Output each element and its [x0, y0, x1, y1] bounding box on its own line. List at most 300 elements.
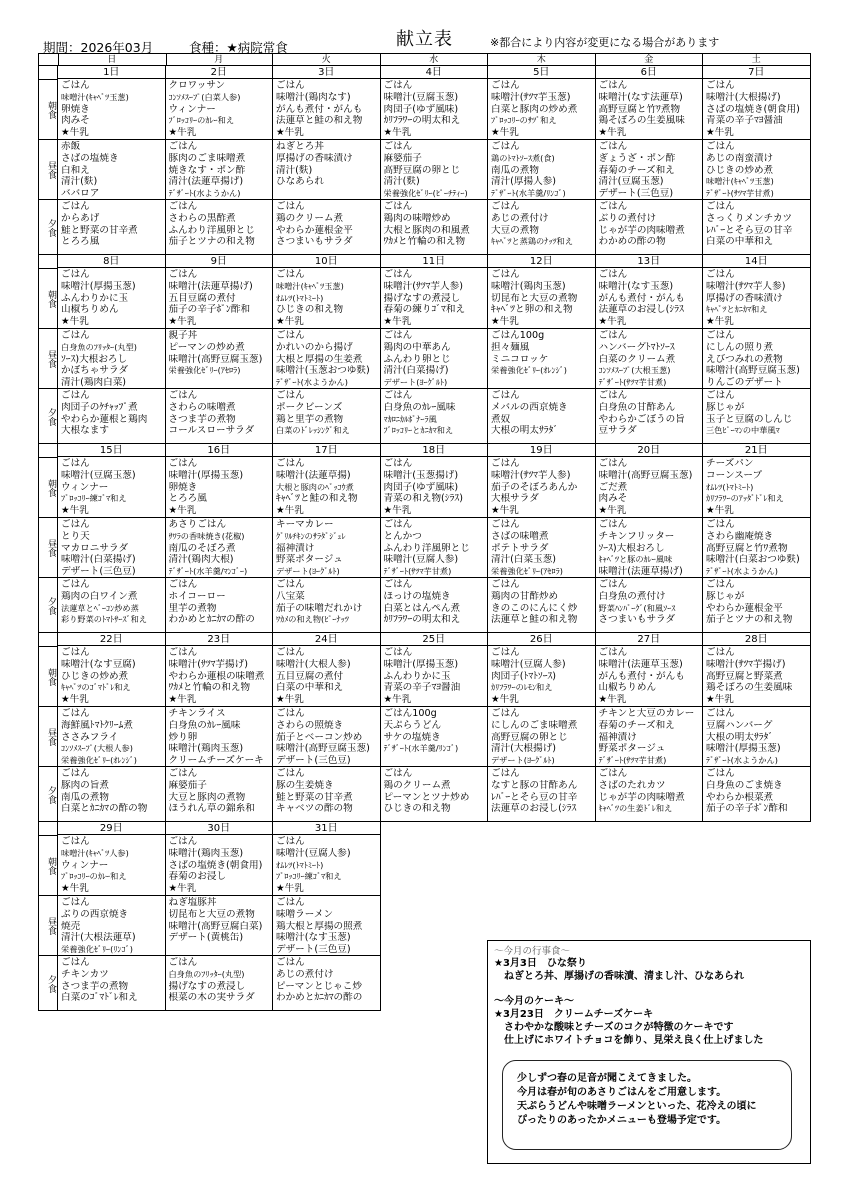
dinner-menu — [273, 766, 380, 822]
breakfast-menu — [488, 268, 595, 328]
dinner-menu — [166, 577, 273, 633]
menu-item: 味噌汁(法蓮草玉葱) — [598, 658, 683, 670]
menu-item: マカロニサラダ — [61, 542, 129, 554]
menu-item: ごはん — [598, 579, 628, 590]
breakfast-menu — [166, 646, 273, 706]
menu-item: ごはん — [383, 768, 413, 779]
menu-item: やわらか蓮根金平 — [276, 224, 353, 236]
menu-item: ﾃﾞｻﾞｰﾄ(ｻﾂﾏ芋甘煮) — [706, 188, 774, 199]
day-date: 21日 — [703, 444, 810, 457]
menu-item: ｿｰｽ)大根おろし — [598, 542, 665, 554]
menu-item: 揚げなすの煮浸し — [383, 292, 461, 304]
menu-item: さわらの照焼き — [276, 719, 344, 731]
menu-item: ﾚﾊﾞｰとそら豆の甘辛 — [491, 791, 578, 803]
menu-item: 茄子の辛子ﾎﾟﾝ酢和 — [168, 304, 251, 316]
event-line: ねぎとろ丼、厚揚げの香味漬、清まし汁、ひなあられ — [494, 971, 744, 982]
menu-item: 鮭と野菜の甘辛煮 — [276, 791, 353, 803]
menu-item: ★牛乳 — [383, 505, 412, 517]
menu-item: 白和え — [61, 164, 90, 176]
day-cell — [488, 66, 596, 254]
breakfast-menu — [488, 646, 595, 706]
menu-item: ★牛乳 — [706, 316, 734, 328]
menu-item: ★牛乳 — [168, 316, 197, 328]
menu-item: ﾃﾞｻﾞｰﾄ(ｻﾂﾏ芋甘煮) — [598, 755, 667, 766]
menu-item: とり天 — [61, 530, 90, 542]
day-cell — [58, 633, 166, 821]
menu-item: ごはん — [168, 647, 198, 658]
week-row — [38, 65, 811, 254]
day-cell — [703, 444, 811, 632]
menu-item: 南瓜の煮物 — [491, 164, 539, 176]
menu-item: ごはん — [61, 768, 90, 779]
breakfast-menu — [273, 79, 380, 139]
menu-item: ごはん — [61, 836, 90, 847]
dinner-menu — [273, 577, 380, 633]
menu-item: ｷｬﾍﾞﾂと豚のｶﾚｰ風味 — [598, 554, 673, 565]
menu-item: 茄子の味噌だれかけ — [276, 602, 363, 614]
menu-item: にしんの照り煮 — [706, 341, 774, 353]
lunch-menu — [381, 139, 488, 199]
menu-item: ﾌﾞﾛｯｺﾘｰのｶﾚｰ和え — [168, 115, 235, 126]
menu-item: じゃが芋の肉味噌煮 — [598, 791, 685, 803]
menu-item: 味噌汁(豆腐玉葱) — [61, 469, 136, 481]
breakfast-menu — [166, 268, 273, 328]
menu-item: かれいのから揚げ — [276, 341, 353, 353]
lunch-menu — [58, 328, 165, 388]
day-cell — [273, 822, 381, 1010]
lunch-menu — [166, 328, 273, 388]
breakfast-menu — [166, 79, 273, 139]
weekday-label: 水 — [381, 54, 489, 66]
menu-item: 味噌汁(なす玉葱) — [276, 932, 351, 944]
menu-item: ミニコロッケ — [491, 353, 549, 365]
menu-item: ごはん100g — [491, 330, 545, 341]
menu-item: さばの塩焼き(朝食用) — [168, 859, 263, 871]
menu-item: ﾃﾞｻﾞｰﾄ(水ようかん) — [706, 755, 778, 766]
day-date: 19日 — [488, 444, 595, 457]
note-line: ぴったりのあったかメニューも登場予定です。 — [517, 1115, 727, 1126]
menu-item: 鶏そぼろの生姜風味 — [706, 682, 793, 694]
day-cell — [273, 66, 381, 254]
menu-item: クリームチーズケーキ — [168, 755, 264, 767]
menu-item: 味噌汁(なす法蓮草) — [598, 91, 683, 103]
menu-item: ごはん — [491, 269, 520, 280]
menu-item: ★牛乳 — [168, 883, 197, 895]
menu-item: ★牛乳 — [383, 127, 412, 139]
weekday-label: 火 — [273, 54, 381, 66]
menu-item: 法蓮草と鮭の和え物 — [491, 614, 578, 626]
menu-item: キャベツの酢の物 — [276, 803, 353, 815]
dinner-menu — [488, 577, 595, 633]
menu-item: 栄養強化ｾﾞﾘｰ(ﾘﾝｺﾞ) — [61, 944, 133, 955]
day-cell — [596, 444, 704, 632]
dinner-menu — [273, 199, 380, 255]
menu-item: 白身魚のｶﾚｰ風味 — [383, 401, 456, 413]
menu-item: 春菊のお浸し — [168, 871, 227, 883]
menu-item: ﾌﾞﾛｯｺﾘｰのｶﾚｰ和え — [61, 871, 127, 882]
menu-item: ★牛乳 — [61, 694, 89, 706]
meal-label-column — [38, 255, 58, 443]
breakfast-menu — [273, 268, 380, 328]
day-date: 30日 — [166, 822, 273, 835]
menu-item: 炒り卵 — [168, 731, 198, 743]
menu-item: 味噌汁(大根人参) — [276, 658, 351, 670]
menu-item: チキンと大豆のカレー — [598, 708, 695, 719]
dinner-menu — [596, 766, 703, 822]
dinner-menu — [58, 199, 165, 255]
menu-item: じゃが芋の肉味噌煮 — [598, 224, 685, 236]
menu-item: ごはん — [276, 458, 305, 469]
menu-item: ごはん — [383, 519, 413, 530]
menu-item: ふんわりかに玉 — [61, 292, 129, 304]
menu-item: ﾃﾞｻﾞｰﾄ(水羊羹/ﾘﾝｺﾞ) — [491, 188, 566, 199]
menu-item: 赤飯 — [61, 141, 81, 152]
meal-label: 朝食 — [46, 101, 56, 119]
menu-item: ひじきの炒め煮 — [706, 164, 774, 176]
menu-item: 大根サラダ — [491, 493, 539, 505]
note-line: 今月は春が旬のあさりごはんをご用意します。 — [517, 1087, 727, 1098]
menu-item: キーマカレー — [276, 519, 334, 530]
menu-item: ★牛乳 — [276, 316, 304, 328]
breakfast-menu — [596, 646, 703, 706]
menu-item: がんも煮付・がんも — [598, 670, 685, 682]
meal-label: 昼食 — [46, 161, 56, 179]
menu-item: ごはん — [598, 390, 628, 401]
menu-item: ごだ煮 — [598, 481, 628, 493]
dinner-menu — [58, 388, 165, 444]
day-date: 26日 — [488, 633, 595, 646]
day-date: 3日 — [273, 66, 380, 79]
menu-item: さわら幽庵焼き — [706, 530, 774, 542]
note-line: 少しずつ春の足音が聞こえてきました。 — [517, 1073, 697, 1084]
menu-item: ｵﾑﾚﾂ(ﾄﾏﾄﾐｰﾄ) — [276, 292, 324, 303]
menu-item: ごはん — [706, 201, 735, 212]
lunch-menu — [273, 139, 380, 199]
event-line: ～今月のケーキ～ — [494, 996, 574, 1007]
menu-item: ささみフライ — [61, 731, 119, 743]
meal-label: 昼食 — [46, 539, 56, 557]
menu-item: 春菊のチーズ和え — [598, 719, 675, 731]
menu-item: 天ぷらうどん — [383, 719, 442, 731]
lunch-menu — [166, 139, 273, 199]
menu-item: さばの味噌煮 — [491, 530, 549, 542]
lunch-menu — [488, 706, 595, 766]
menu-item: ★牛乳 — [491, 505, 519, 517]
menu-item: ぎょうざ・ポン酢 — [598, 152, 676, 164]
menu-item: さわらの黒酢煮 — [168, 212, 236, 224]
menu-item: 法蓮草のお浸し(ｼﾗｽ — [491, 803, 577, 815]
menu-item: ﾃﾞｻﾞｰﾄ(水ようかん) — [706, 566, 778, 577]
day-cell — [273, 633, 381, 821]
menu-item: デザート(ﾖｰｸﾞﾙﾄ) — [491, 755, 555, 766]
lunch-menu — [596, 706, 703, 766]
menu-item: 味噌汁(高野豆腐玉葱) — [276, 743, 370, 755]
menu-item: ふんわり洋風卵とじ — [168, 224, 255, 236]
menu-item: 味噌汁(厚揚玉葱) — [61, 280, 136, 292]
menu-item: ごはん — [61, 80, 90, 91]
menu-item: ごはん — [491, 647, 520, 658]
menu-item: ごはん — [276, 579, 305, 590]
day-cell — [166, 66, 274, 254]
lunch-menu — [58, 139, 165, 199]
menu-item: ごはん — [276, 708, 305, 719]
day-date: 7日 — [703, 66, 810, 79]
menu-item: 福神漬け — [598, 731, 637, 743]
menu-item: ﾌﾞﾛｯｺﾘｰとｶﾆｶﾏ和え — [383, 425, 454, 436]
menu-item: ﾃﾞｻﾞｰﾄ(水ようかん) — [168, 188, 241, 199]
menu-item: ねぎとろ丼 — [276, 141, 324, 152]
menu-item: ごはん — [168, 390, 198, 401]
menu-item: にしんのごま味噌煮 — [491, 719, 578, 731]
menu-item: ごはん — [276, 897, 305, 908]
meal-label: 昼食 — [46, 917, 56, 935]
dinner-menu — [58, 766, 165, 822]
day-cell — [273, 444, 381, 632]
meal-label: 朝食 — [46, 857, 56, 875]
menu-item: わかめの酢の物 — [598, 236, 666, 248]
menu-item: 高野豆腐の卵とじ — [383, 164, 461, 176]
weekday-header-row — [38, 53, 811, 65]
breakfast-menu — [273, 646, 380, 706]
menu-item: 清汁(鶏肉大根) — [168, 554, 234, 566]
lunch-menu — [166, 706, 273, 766]
menu-item: ごはん — [598, 519, 628, 530]
lunch-menu — [488, 517, 595, 577]
menu-item: ★牛乳 — [168, 694, 197, 706]
menu-item: かぼちゃサラダ — [61, 365, 129, 377]
menu-item: 大豆の煮物 — [491, 224, 539, 236]
menu-item: 味噌汁(ｷｬﾍﾞﾂ玉葱) — [61, 91, 129, 102]
menu-item: 栄養強化ｾﾞﾘｰ(ﾋﾟｰﾁﾃｨｰ) — [383, 188, 468, 199]
menu-item: ごはん — [276, 269, 305, 280]
breakfast-menu — [166, 835, 273, 895]
menu-item: ﾃﾞｻﾞｰﾄ(水ようかん) — [276, 377, 348, 388]
breakfast-menu — [703, 646, 810, 706]
menu-item: ごはん — [61, 708, 90, 719]
lunch-menu — [273, 517, 380, 577]
menu-item: ごはん — [168, 957, 198, 968]
dinner-menu — [381, 388, 488, 444]
menu-item: ★牛乳 — [598, 316, 627, 328]
lunch-menu — [58, 895, 165, 955]
breakfast-menu — [596, 79, 703, 139]
menu-item: ごはん — [706, 647, 735, 658]
menu-item: 味噌汁(鶏肉玉葱) — [491, 280, 566, 292]
menu-item: 高野豆腐の卵とじ — [491, 731, 568, 743]
menu-item: ごはん — [61, 647, 90, 658]
menu-item: ごはん — [61, 458, 90, 469]
menu-item: 野菜ポタージュ — [276, 554, 343, 566]
menu-item: 清汁(鶏肉白菜) — [61, 377, 127, 389]
week-row — [38, 443, 811, 632]
menu-item: 味噌汁(法蓮草揚げ) — [598, 566, 683, 578]
menu-item: 味噌汁(ｻﾂﾏ芋揚げ) — [706, 658, 786, 670]
menu-item: 茄子とベーコン炒め — [276, 731, 363, 743]
menu-item: 味噌汁(鶏肉玉葱) — [168, 743, 244, 755]
menu-item: 肉みそ — [61, 115, 90, 127]
day-date: 20日 — [596, 444, 703, 457]
menu-item: 担々麺風 — [491, 341, 530, 353]
menu-item: ねぎ塩豚丼 — [168, 897, 217, 908]
menu-item: 白菜とはんぺん煮 — [383, 602, 461, 614]
meal-label: 朝食 — [46, 479, 56, 497]
menu-item: ごはん — [276, 80, 305, 91]
lunch-menu — [58, 706, 165, 766]
menu-item: ごはん — [276, 201, 305, 212]
menu-item: ピーマンの炒め煮 — [168, 341, 245, 353]
menu-item: 豆サラダ — [598, 425, 637, 437]
menu-item: 豚肉の旨煮 — [61, 779, 109, 791]
menu-item: やわらか蓮根の味噌煮 — [168, 670, 265, 682]
menu-item: ごはん — [491, 768, 520, 779]
menu-item: さばの塩焼き — [61, 152, 119, 164]
menu-item: デザート(ﾖｰｸﾞﾙﾄ) — [276, 566, 340, 577]
menu-item: ウィンナー — [61, 481, 109, 493]
menu-item: とんかつ — [383, 530, 422, 542]
event-line: ★3月3日 ひな祭り — [494, 958, 587, 969]
event-line: さわやかな酸味とチーズのコクが特徴のケーキです — [494, 1022, 734, 1033]
lunch-menu — [596, 328, 703, 388]
menu-item: 味噌汁(玉葱おつゆ麩) — [276, 365, 370, 377]
menu-item: ごはん — [706, 519, 735, 530]
menu-item: とろろ風 — [168, 493, 207, 505]
menu-item: 白菜のﾄﾞﾚｯｼﾝｸﾞ和え — [276, 425, 350, 436]
menu-item: ごはん — [61, 269, 90, 280]
menu-item: デザート(ﾖｰｸﾞﾙﾄ) — [383, 377, 448, 388]
day-date: 31日 — [273, 822, 380, 835]
menu-item: サケの塩焼き — [383, 731, 441, 743]
dinner-menu — [703, 388, 810, 444]
menu-item: 玉子と豆腐のしんじ — [706, 413, 793, 425]
menu-item: ごはん — [491, 201, 520, 212]
breakfast-menu — [596, 268, 703, 328]
lunch-menu — [596, 517, 703, 577]
dinner-menu — [58, 955, 165, 1011]
menu-item: 味噌汁(ｻﾂﾏ芋揚げ) — [168, 658, 248, 670]
menu-item: ふんわり卵とじ — [383, 353, 451, 365]
menu-item: ごはん — [61, 390, 90, 401]
menu-item: ｷｬﾍﾞﾂのｺﾞﾏﾄﾞﾚ和え — [61, 682, 131, 693]
change-notice: ※都合により内容が変更になる場合があります — [490, 36, 720, 49]
menu-item: 味噌汁(ｷｬﾍﾞﾂ玉葱) — [276, 280, 344, 291]
menu-item: ごはん — [706, 141, 735, 152]
menu-item: 清汁(大根法蓮草) — [61, 932, 136, 944]
day-date: 28日 — [703, 633, 810, 646]
day-cell — [488, 255, 596, 443]
week-row — [38, 632, 811, 821]
menu-item: ★牛乳 — [276, 505, 304, 517]
menu-item: ﾌﾞﾛｯｺﾘｰ練ｺﾞﾏ和え — [276, 871, 342, 882]
menu-item: 青菜の和え物(ｼﾗｽ) — [383, 493, 463, 505]
menu-item: 味噌汁(白菜おつゆ麩) — [706, 554, 800, 566]
day-cell — [381, 444, 489, 632]
header — [0, 0, 849, 55]
menu-item: ★牛乳 — [383, 316, 412, 328]
menu-item: 味噌汁(ｻﾂﾏ芋人参) — [383, 280, 463, 292]
menu-item: チキンライス — [168, 708, 226, 719]
dinner-menu — [488, 388, 595, 444]
menu-item: ごはん — [61, 519, 90, 530]
weekday-label: 月 — [166, 54, 274, 66]
day-date: 12日 — [488, 255, 595, 268]
menu-item: ｷｬﾍﾞﾂと卵の和え物 — [491, 304, 573, 316]
menu-item: 味噌汁(ｻﾂﾏ芋人参) — [491, 469, 571, 481]
menu-item: 法蓮草とﾍﾞｰｺﾝ炒め蒸 — [61, 602, 139, 613]
menu-item: 大根なます — [61, 425, 109, 437]
day-cell — [596, 66, 704, 254]
menu-item: ごはん — [276, 647, 305, 658]
menu-item: 味噌汁(鶏肉なす) — [276, 91, 351, 103]
week-row — [38, 254, 811, 443]
menu-item: 鶏肉の中華あん — [383, 341, 451, 353]
menu-item: 大根の明太ｻﾗﾀﾞ — [706, 731, 774, 743]
menu-item: ★牛乳 — [276, 883, 304, 895]
menu-item: ｺﾝｿﾒｽｰﾌﾟ(白菜人参) — [168, 91, 241, 102]
dinner-menu — [273, 388, 380, 444]
menu-item: やわらかごぼうの旨 — [598, 413, 685, 425]
meal-label: 夕食 — [46, 786, 56, 804]
day-date: 10日 — [273, 255, 380, 268]
event-line: 仕上げにホワイトチョコを飾り、見栄え良く仕上げました — [494, 1035, 764, 1046]
menu-item: 野菜ポタージュ — [598, 743, 666, 755]
day-date: 18日 — [381, 444, 488, 457]
day-date: 22日 — [58, 633, 165, 646]
day-date: 2日 — [166, 66, 273, 79]
menu-item: ごはん — [491, 458, 520, 469]
menu-item: ごはん — [61, 330, 90, 341]
menu-item: ごはん — [276, 836, 305, 847]
menu-item: 鶏のﾄﾏﾄｿｰｽ煮(食) — [491, 152, 555, 163]
menu-item: 鶏そぼろの生姜風味 — [598, 115, 685, 127]
menu-item: ごはん — [598, 330, 628, 341]
menu-item: わかめとｶﾆｶﾏの酢の — [168, 614, 255, 626]
breakfast-menu — [703, 268, 810, 328]
dinner-menu — [381, 766, 488, 822]
dinner-menu — [488, 766, 595, 822]
menu-item: 青菜の辛子ﾏﾖ醤油 — [383, 682, 461, 694]
menu-item: ごはん — [491, 141, 520, 152]
menu-item: 大豆と豚肉の煮物 — [168, 791, 246, 803]
menu-item: ごはん — [168, 269, 198, 280]
menu-item: ごはん — [706, 80, 735, 91]
menu-item: 味噌汁(鶏肉玉葱) — [168, 847, 244, 859]
menu-item: 白菜の中華和え — [276, 682, 344, 694]
menu-item: 春菊の練りｺﾞﾏ和え — [383, 304, 466, 316]
menu-item: 茄子の辛子ﾎﾟﾝ酢和 — [706, 803, 788, 815]
day-cell — [166, 633, 274, 821]
menu-item: ｿｰｽ)大根おろし — [61, 353, 128, 365]
dinner-menu — [166, 766, 273, 822]
meal-label-column — [38, 66, 58, 254]
menu-item: コールスローサラダ — [168, 425, 255, 437]
day-date: 5日 — [488, 66, 595, 79]
menu-item: 白菜と豚肉の炒め煮 — [491, 103, 578, 115]
menu-item: ｷｬﾍﾞﾂの生姜ﾄﾞﾚ和え — [598, 803, 673, 814]
menu-item: ごはん — [598, 768, 628, 779]
menu-item: ﾃﾞｻﾞｰﾄ(水羊羹/ﾘﾝｺﾞ) — [383, 743, 459, 754]
menu-item: チキンカツ — [61, 968, 109, 980]
dinner-menu — [596, 199, 703, 255]
menu-item: ★牛乳 — [168, 505, 197, 517]
day-cell — [166, 444, 274, 632]
menu-item: ごはん — [706, 579, 735, 590]
menu-item: 味噌汁(大根揚げ) — [706, 91, 781, 103]
menu-item: ほっけの塩焼き — [383, 590, 451, 602]
lunch-menu — [488, 328, 595, 388]
dinner-menu — [58, 577, 165, 633]
menu-item: ﾌﾞﾛｯｺﾘｰのｻﾂﾞ和え — [491, 115, 557, 126]
day-date: 14日 — [703, 255, 810, 268]
